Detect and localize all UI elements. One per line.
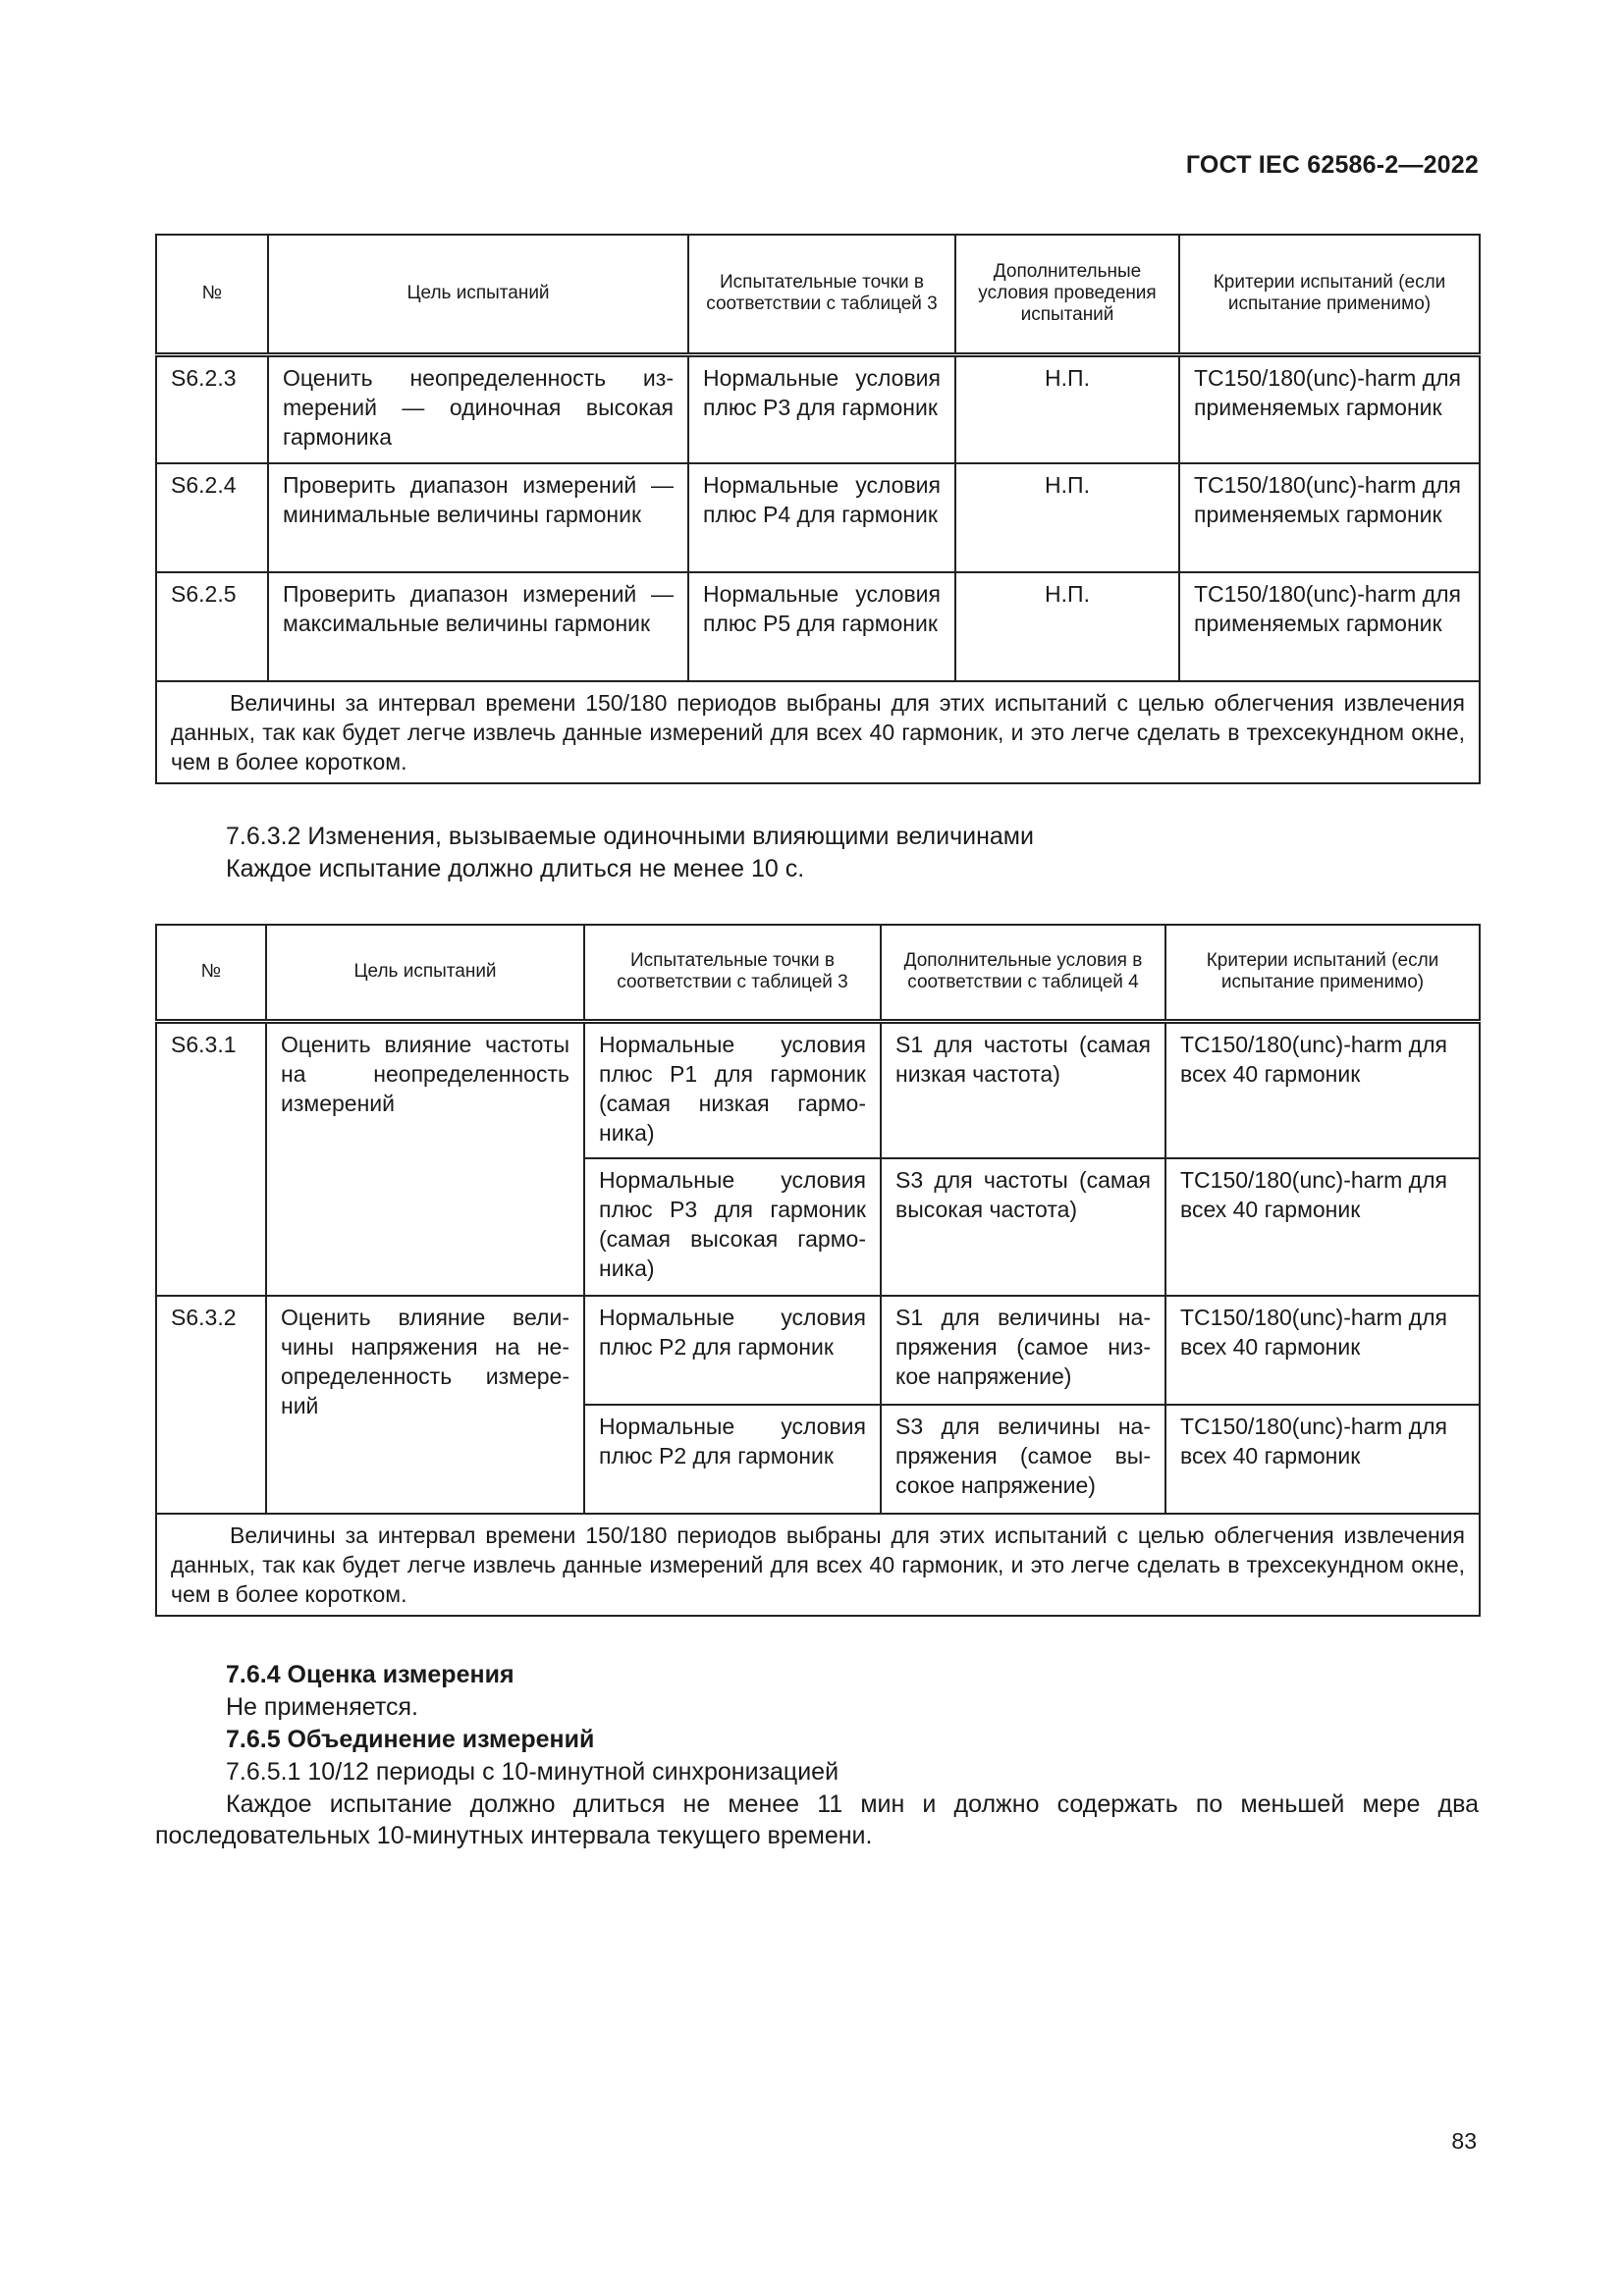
col-header-test-points: Испытательные точки в соответствии с таблицей 3 [688,235,955,354]
table-row [156,572,1480,681]
col-header-number: № [156,235,268,354]
row-extra-conditions: S1 для частоты (самая низкая частота) [881,1021,1165,1158]
table-row [156,1021,1480,1158]
row-extra-conditions: Н.П. [955,354,1179,463]
row-test-points: Нормальные условия плюс Р4 для гармоник [688,463,955,572]
test-table-harmonics-2 [155,924,1481,1617]
col-header-goal: Цель испытаний [268,235,688,354]
page-number: 83 [1451,2128,1477,2154]
row-test-points: Нормальные условия плюс Р1 для гармоник (самая низкая гармоника) [584,1021,881,1158]
section-text: Каждое испытание должно длиться не менее 11 мин и должно содержать по меньшей мере два последовательных 10-минутных интервала текущего времени. [155,1790,1479,1849]
row-criteria: TC150/180(unc)-harm для применяемых гармоник [1179,354,1480,463]
col-header-number: № [156,925,266,1021]
row-criteria: TC150/180(unc)-harm для всех 40 гармоник [1165,1021,1480,1158]
row-number: S6.2.4 [156,463,268,572]
section-text: Каждое испытание должно длиться не менее 10 с. [226,855,805,882]
col-header-extra-conditions: Дополнительные условия в соответствии с таблицей 4 [881,925,1165,1021]
row-test-points: Нормальные условия плюс Р2 для гармоник [584,1405,881,1514]
document-code: ГОСТ IEC 62586-2—2022 [1185,151,1479,179]
row-goal: Оценить неопределенность изmерений — одиночная высокая гармоника [268,354,688,463]
test-table-harmonics-1 [155,234,1481,784]
row-test-points: Нормальные условия плюс Р3 для гармоник (самая высокая гармоника) [584,1158,881,1296]
row-criteria: TC150/180(unc)-harm для всех 40 гармоник [1165,1158,1480,1296]
row-goal: Проверить диапазон измерений — максимальные величины гармоник [268,572,688,681]
table-note: Величины за интервал времени 150/180 периодов выбраны для этих испытаний с целью облегчения извлечения данных, так как будет легче извлечь данные измерений для всех 40 гармоник, и это легче сделать в трехсекундном окне, чем в более коротком. [156,1514,1480,1616]
row-criteria: TC150/180(unc)-harm для всех 40 гармоник [1165,1296,1480,1405]
row-test-points: Нормальные условия плюс Р5 для гармоник [688,572,955,681]
row-test-points: Нормальные условия плюс Р2 для гармоник [584,1296,881,1405]
table-note-row [156,1514,1480,1616]
table-note: Величины за интервал времени 150/180 периодов выбраны для этих испытаний с целью облегчения извлечения данных, так как будет легче извлечь данные измерений для всех 40 гармоник, и это легче сделать в трехсекундном окне, чем в более коротком. [156,681,1480,783]
row-goal: Оценить влияние частоты на неопределенность измерений [266,1021,584,1296]
table-note-row [156,681,1480,783]
section-title: 7.6.5 Объединение измерений [226,1726,595,1753]
row-number: S6.3.1 [156,1021,266,1296]
row-test-points: Нормальные условия плюс Р3 для гармоник [688,354,955,463]
row-criteria: TC150/180(unc)-harm для применяемых гармоник [1179,572,1480,681]
row-number: S6.3.2 [156,1296,266,1514]
row-goal: Оценить влияние величины напряжения на неопределенность измерений [266,1296,584,1514]
col-header-criteria: Критерии испытаний (если испытание применимо) [1179,235,1480,354]
row-extra-conditions: Н.П. [955,572,1179,681]
col-header-criteria: Критерии испытаний (если испытание применимо) [1165,925,1480,1021]
section-text: Не применяется. [226,1693,418,1721]
subsection-title: 7.6.5.1 10/12 периоды с 10-минутной синхронизацией [226,1758,839,1786]
col-header-extra-conditions: Дополнительные условия проведения испытаний [955,235,1179,354]
section-title: 7.6.3.2 Изменения, вызываемые одиночными влияющими величинами [226,823,1034,850]
row-extra-conditions: S3 для частоты (самая высокая частота) [881,1158,1165,1296]
row-extra-conditions: S1 для величины напряжения (самое низкое напряжение) [881,1296,1165,1405]
row-number: S6.2.3 [156,354,268,463]
row-goal: Проверить диапазон измерений — минимальные величины гармоник [268,463,688,572]
table-row [156,1296,1480,1405]
row-extra-conditions: S3 для величины напряжения (самое высокое напряжение) [881,1405,1165,1514]
row-extra-conditions: Н.П. [955,463,1179,572]
section-title: 7.6.4 Оценка измерения [226,1661,514,1688]
col-header-test-points: Испытательные точки в соответствии с таблицей 3 [584,925,881,1021]
row-criteria: TC150/180(unc)-harm для применяемых гармоник [1179,463,1480,572]
row-criteria: TC150/180(unc)-harm для всех 40 гармоник [1165,1405,1480,1514]
col-header-goal: Цель испытаний [266,925,584,1021]
table-row [156,463,1480,572]
row-number: S6.2.5 [156,572,268,681]
table-row [156,354,1480,463]
